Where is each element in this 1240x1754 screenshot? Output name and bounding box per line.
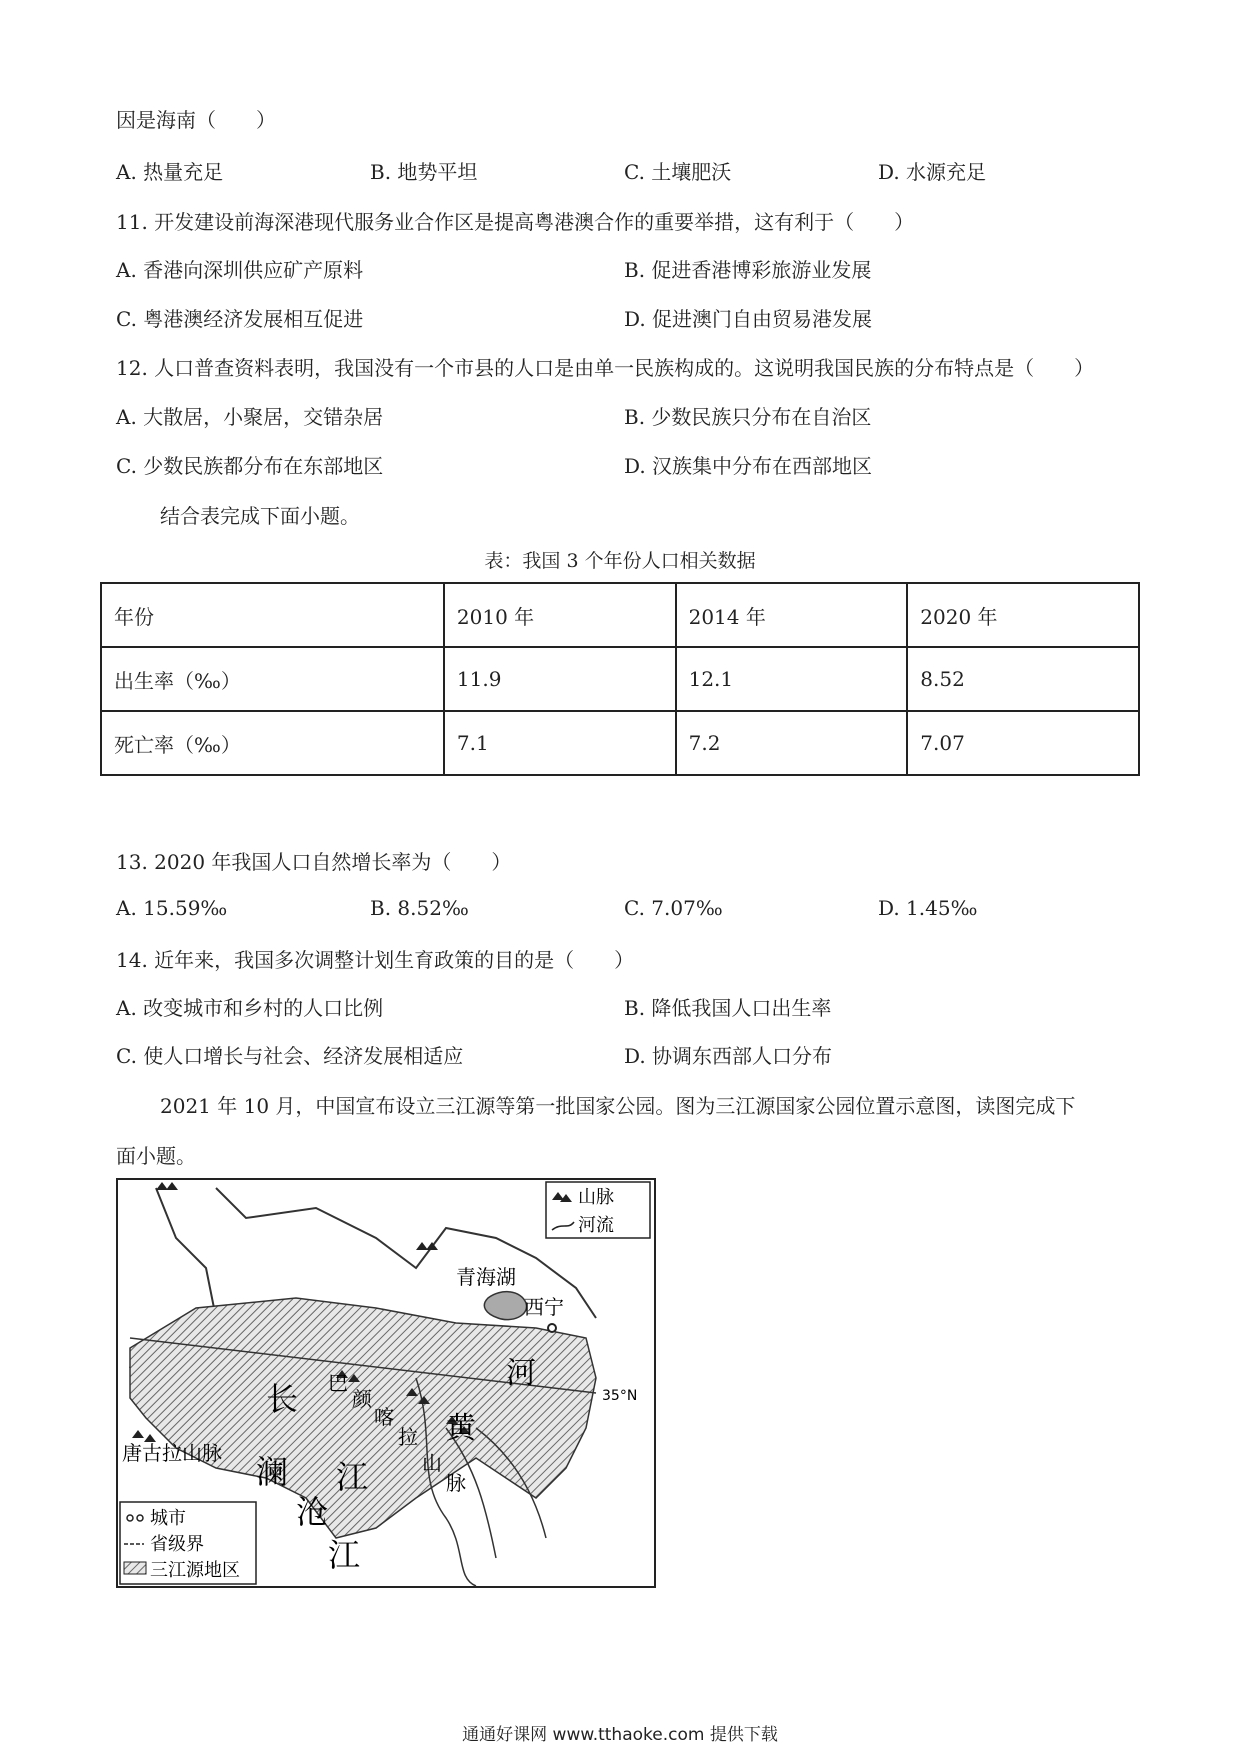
latitude-label: 35°N <box>602 1388 638 1404</box>
q13-stem: 13. 2020 年我国人口自然增长率为（ ） <box>116 850 512 874</box>
q11-option-c[interactable]: C. 粤港澳经济发展相互促进 <box>116 307 364 331</box>
table-row <box>101 583 1139 647</box>
q12-option-b[interactable]: B. 少数民族只分布在自治区 <box>624 405 872 429</box>
table-cell: 7.1 <box>444 711 676 775</box>
q14-option-a[interactable]: A. 改变城市和乡村的人口比例 <box>116 996 384 1020</box>
q10-option-c[interactable]: C. 土壤肥沃 <box>624 160 732 184</box>
he-label: 河 <box>506 1356 536 1391</box>
table-cell: 12.1 <box>676 647 908 711</box>
q14-option-c[interactable]: C. 使人口增长与社会、经济发展相适应 <box>116 1044 464 1068</box>
q13-option-b[interactable]: B. 8.52‰ <box>370 896 469 920</box>
table-row <box>101 647 1139 711</box>
lake-label: 青海湖 <box>456 1265 516 1289</box>
q11-stem: 11. 开发建设前海深港现代服务业合作区是提高粤港澳合作的重要举措，这有利于（ ） <box>116 210 915 234</box>
huang-label: 黄 <box>446 1411 476 1446</box>
table-cell: 7.07 <box>907 711 1139 775</box>
bayan-char: 山 <box>422 1451 442 1475</box>
legend-region-label: 三江源地区 <box>150 1560 240 1581</box>
table-cell: 2014 年 <box>676 583 908 647</box>
jiang2-label: 江 <box>328 1536 361 1574</box>
table-cell: 11.9 <box>444 647 676 711</box>
q14-option-b[interactable]: B. 降低我国人口出生率 <box>624 996 832 1020</box>
table-intro: 结合表完成下面小题。 <box>160 504 360 528</box>
q14-stem: 14. 近年来，我国多次调整计划生育政策的目的是（ ） <box>116 948 635 972</box>
q10-option-d[interactable]: D. 水源充足 <box>878 160 987 184</box>
cang-label: 沧 <box>296 1493 329 1531</box>
population-table <box>100 582 1140 776</box>
legend-city-label: 城市 <box>150 1508 186 1529</box>
table-cell: 死亡率（‰） <box>101 711 444 775</box>
q11-option-a[interactable]: A. 香港向深圳供应矿产原料 <box>116 258 364 282</box>
chang-label: 长 <box>266 1380 299 1418</box>
sanjiangyuan-map <box>116 1178 656 1588</box>
map-intro-line1: 2021 年 10 月，中国宣布设立三江源等第一批国家公园。图为三江源国家公园位置示意图，读图完成下 <box>160 1094 1076 1118</box>
bayan-char: 脉 <box>446 1471 466 1495</box>
lan-label: 澜 <box>256 1453 289 1491</box>
q13-option-a[interactable]: A. 15.59‰ <box>116 896 228 920</box>
bayan-char: 颜 <box>352 1387 372 1411</box>
q10-option-a[interactable]: A. 热量充足 <box>116 160 224 184</box>
q10-stem: 因是海南（ ） <box>116 108 276 132</box>
table-cell: 年份 <box>101 583 444 647</box>
q10-option-b[interactable]: B. 地势平坦 <box>370 160 478 184</box>
q12-option-a[interactable]: A. 大散居，小聚居，交错杂居 <box>116 405 384 429</box>
city-icon <box>127 1515 133 1521</box>
q14-option-d[interactable]: D. 协调东西部人口分布 <box>624 1044 833 1068</box>
footer: 通通好课网 www.tthaoke.com 提供下载 <box>462 1725 778 1745</box>
table-row <box>101 711 1139 775</box>
q13-option-c[interactable]: C. 7.07‰ <box>624 896 723 920</box>
city-label: 西宁 <box>524 1295 564 1319</box>
city-icon <box>137 1515 143 1521</box>
table-caption: 表：我国 3 个年份人口相关数据 <box>484 550 756 572</box>
table-cell: 2020 年 <box>907 583 1139 647</box>
q12-stem: 12. 人口普查资料表明，我国没有一个市县的人口是由单一民族构成的。这说明我国民族的分布特点是（ ） <box>116 356 1095 380</box>
table-cell: 8.52 <box>907 647 1139 711</box>
qinghai-lake <box>484 1292 526 1320</box>
bayan-char: 巴 <box>328 1371 348 1395</box>
q12-option-c[interactable]: C. 少数民族都分布在东部地区 <box>116 454 384 478</box>
table-cell: 2010 年 <box>444 583 676 647</box>
map-intro-line2: 面小题。 <box>116 1144 196 1168</box>
legend-boundary-label: 省级界 <box>150 1534 204 1555</box>
region-icon <box>124 1562 146 1574</box>
q13-option-d[interactable]: D. 1.45‰ <box>878 896 978 920</box>
jiang-label: 江 <box>336 1458 369 1496</box>
q11-option-b[interactable]: B. 促进香港博彩旅游业发展 <box>624 258 872 282</box>
q11-option-d[interactable]: D. 促进澳门自由贸易港发展 <box>624 307 873 331</box>
tanggula-label: 唐古拉山脉 <box>122 1441 222 1465</box>
table-cell: 7.2 <box>676 711 908 775</box>
q12-option-d[interactable]: D. 汉族集中分布在西部地区 <box>624 454 873 478</box>
city-icon <box>548 1324 556 1332</box>
bayan-char: 拉 <box>398 1425 418 1449</box>
table-cell: 出生率（‰） <box>101 647 444 711</box>
bayan-char: 喀 <box>374 1405 394 1429</box>
legend-river-label: 河流 <box>578 1215 614 1236</box>
legend-mountain-label: 山脉 <box>578 1187 614 1208</box>
